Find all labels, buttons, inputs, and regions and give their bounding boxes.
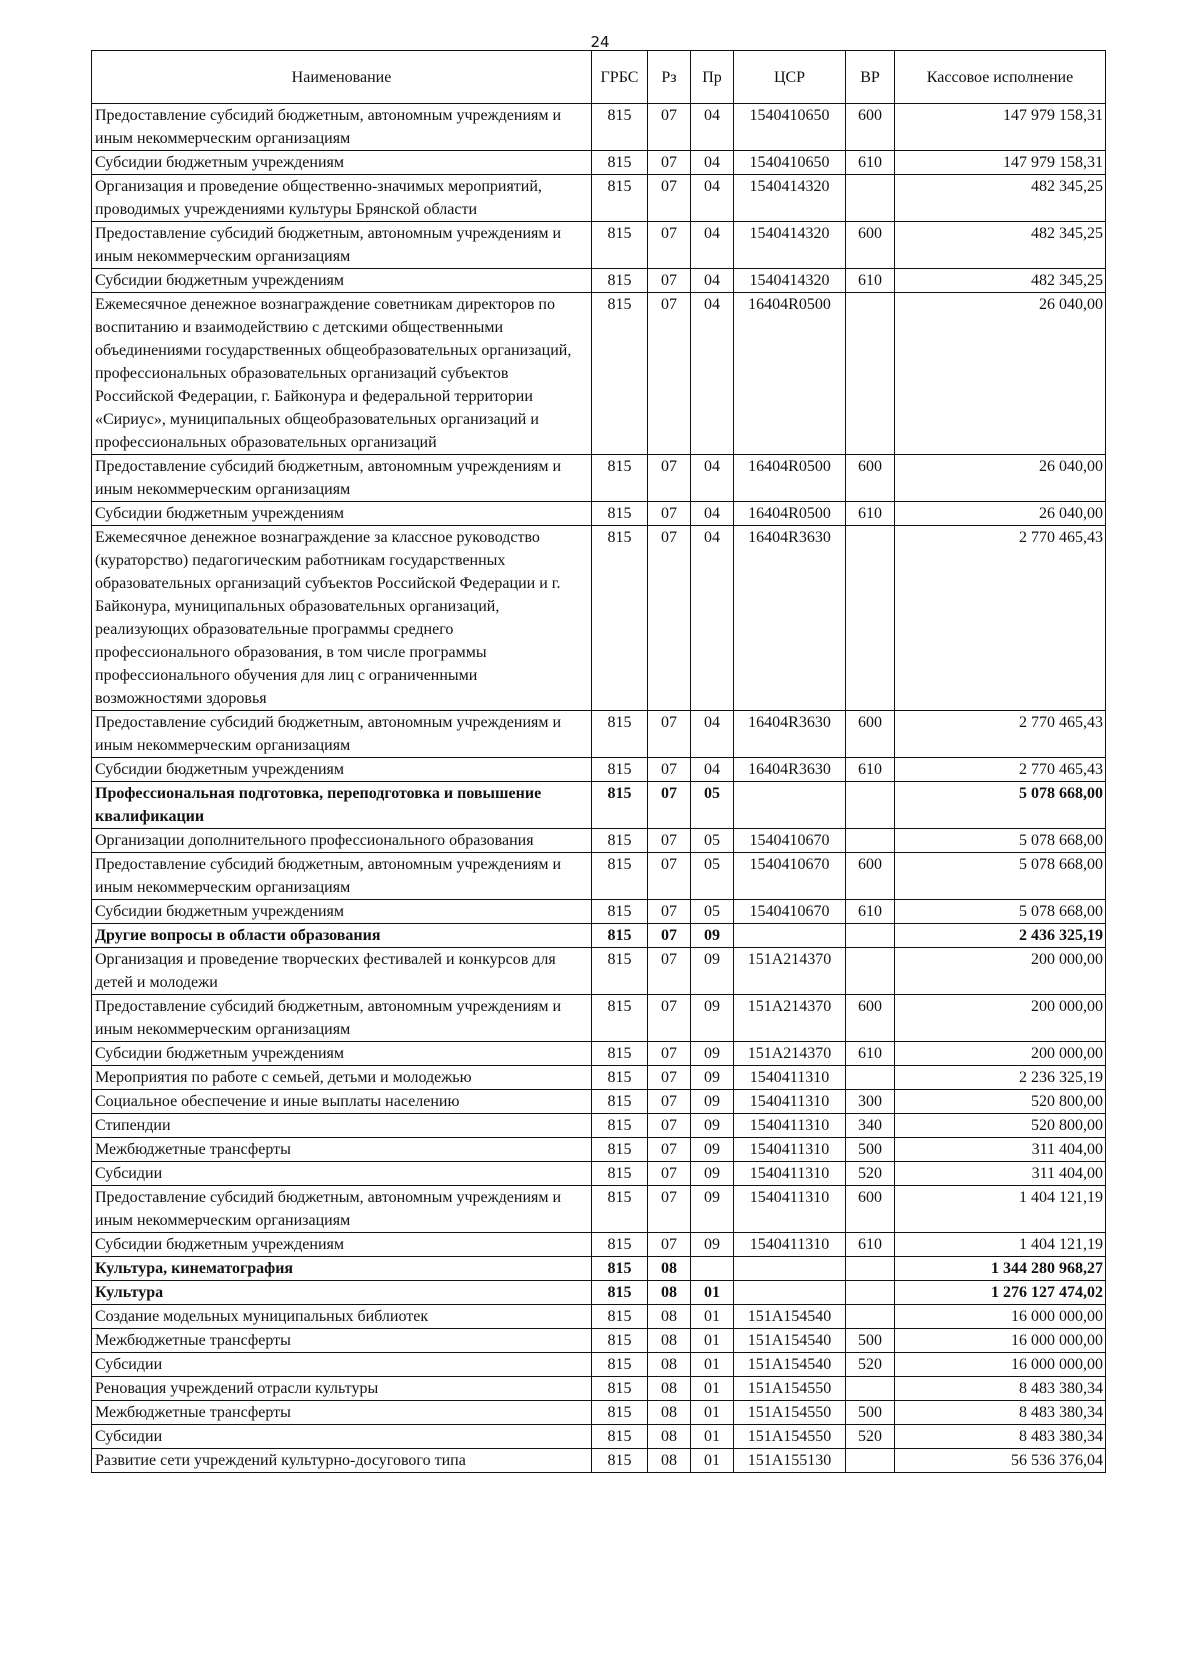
cell-grbs: 815 <box>592 829 648 853</box>
cell-amount: 56 536 376,04 <box>895 1449 1106 1473</box>
cell-amount: 5 078 668,00 <box>895 853 1106 900</box>
cell-amount: 2 770 465,43 <box>895 526 1106 711</box>
table-row <box>92 1186 1106 1233</box>
table-row <box>92 1162 1106 1186</box>
cell-amount: 26 040,00 <box>895 455 1106 502</box>
cell-csr: 151A154540 <box>734 1353 846 1377</box>
cell-pr: 04 <box>691 526 734 711</box>
cell-pr: 01 <box>691 1281 734 1305</box>
table-row <box>92 269 1106 293</box>
cell-pr: 09 <box>691 1090 734 1114</box>
table-row <box>92 924 1106 948</box>
cell-rz: 07 <box>648 1066 691 1090</box>
cell-amount: 26 040,00 <box>895 502 1106 526</box>
cell-csr: 16404R3630 <box>734 758 846 782</box>
cell-name: Предоставление субсидий бюджетным, автономным учреждениям и иным некоммерческим организациям <box>92 222 592 269</box>
cell-name: Субсидии бюджетным учреждениям <box>92 151 592 175</box>
cell-amount: 1 404 121,19 <box>895 1186 1106 1233</box>
cell-vr <box>846 829 895 853</box>
cell-name: Предоставление субсидий бюджетным, автономным учреждениям и иным некоммерческим организациям <box>92 853 592 900</box>
cell-rz: 07 <box>648 1042 691 1066</box>
cell-amount: 200 000,00 <box>895 948 1106 995</box>
cell-vr: 610 <box>846 758 895 782</box>
cell-vr <box>846 1257 895 1281</box>
table-row <box>92 104 1106 151</box>
cell-grbs: 815 <box>592 948 648 995</box>
cell-amount: 1 344 280 968,27 <box>895 1257 1106 1281</box>
cell-csr: 151A214370 <box>734 948 846 995</box>
cell-name: Ежемесячное денежное вознаграждение советникам директоров по воспитанию и взаимодействию с детскими общественными объединениями государственных общеобразовательных организаций, профессиональных образовательных организаций субъектов Российской Федерации, г. Байконура и федеральной территории «Сириус», муниципальных общеобразовательных организаций и профессиональных образовательных организаций <box>92 293 592 455</box>
cell-amount: 200 000,00 <box>895 1042 1106 1066</box>
cell-amount: 482 345,25 <box>895 222 1106 269</box>
cell-pr: 09 <box>691 1138 734 1162</box>
cell-name: Субсидии <box>92 1162 592 1186</box>
cell-name: Стипендии <box>92 1114 592 1138</box>
cell-csr: 16404R0500 <box>734 455 846 502</box>
header-rz: Рз <box>648 51 691 104</box>
cell-vr <box>846 293 895 455</box>
cell-vr: 610 <box>846 502 895 526</box>
cell-csr: 16404R3630 <box>734 526 846 711</box>
cell-grbs: 815 <box>592 1186 648 1233</box>
table-body <box>92 104 1106 1473</box>
cell-csr: 16404R0500 <box>734 502 846 526</box>
table-row <box>92 502 1106 526</box>
cell-pr: 04 <box>691 222 734 269</box>
cell-amount: 8 483 380,34 <box>895 1401 1106 1425</box>
table-row <box>92 293 1106 455</box>
cell-grbs: 815 <box>592 175 648 222</box>
cell-amount: 2 770 465,43 <box>895 711 1106 758</box>
cell-grbs: 815 <box>592 900 648 924</box>
cell-pr: 04 <box>691 175 734 222</box>
cell-name: Межбюджетные трансферты <box>92 1329 592 1353</box>
cell-grbs: 815 <box>592 1162 648 1186</box>
cell-csr: 1540410670 <box>734 900 846 924</box>
cell-vr: 610 <box>846 1233 895 1257</box>
cell-pr: 04 <box>691 104 734 151</box>
cell-rz: 08 <box>648 1425 691 1449</box>
cell-csr: 1540411310 <box>734 1138 846 1162</box>
cell-pr: 09 <box>691 1162 734 1186</box>
cell-name: Реновация учреждений отрасли культуры <box>92 1377 592 1401</box>
cell-grbs: 815 <box>592 1353 648 1377</box>
cell-name: Межбюджетные трансферты <box>92 1401 592 1425</box>
cell-pr: 04 <box>691 711 734 758</box>
cell-csr <box>734 782 846 829</box>
cell-amount: 2 770 465,43 <box>895 758 1106 782</box>
cell-name: Предоставление субсидий бюджетным, автономным учреждениям и иным некоммерческим организациям <box>92 711 592 758</box>
cell-pr: 09 <box>691 1066 734 1090</box>
cell-rz: 07 <box>648 502 691 526</box>
cell-vr: 600 <box>846 455 895 502</box>
cell-vr: 610 <box>846 269 895 293</box>
cell-rz: 07 <box>648 782 691 829</box>
table-row <box>92 758 1106 782</box>
table-row <box>92 1114 1106 1138</box>
table-row <box>92 526 1106 711</box>
cell-csr: 1540410650 <box>734 104 846 151</box>
cell-grbs: 815 <box>592 758 648 782</box>
budget-execution-table <box>91 50 1106 1473</box>
cell-rz: 07 <box>648 526 691 711</box>
cell-grbs: 815 <box>592 711 648 758</box>
cell-grbs: 815 <box>592 151 648 175</box>
cell-rz: 08 <box>648 1449 691 1473</box>
cell-pr: 05 <box>691 782 734 829</box>
cell-grbs: 815 <box>592 1042 648 1066</box>
table-row <box>92 853 1106 900</box>
cell-name: Организация и проведение творческих фестивалей и конкурсов для детей и молодежи <box>92 948 592 995</box>
cell-name: Предоставление субсидий бюджетным, автономным учреждениям и иным некоммерческим организациям <box>92 455 592 502</box>
cell-amount: 16 000 000,00 <box>895 1353 1106 1377</box>
cell-amount: 520 800,00 <box>895 1114 1106 1138</box>
cell-rz: 07 <box>648 1138 691 1162</box>
cell-amount: 1 276 127 474,02 <box>895 1281 1106 1305</box>
cell-rz: 08 <box>648 1401 691 1425</box>
cell-name: Межбюджетные трансферты <box>92 1138 592 1162</box>
cell-pr: 09 <box>691 995 734 1042</box>
cell-csr: 1540411310 <box>734 1162 846 1186</box>
cell-rz: 07 <box>648 829 691 853</box>
cell-name: Субсидии <box>92 1353 592 1377</box>
cell-pr: 05 <box>691 829 734 853</box>
cell-csr: 151A155130 <box>734 1449 846 1473</box>
cell-grbs: 815 <box>592 1329 648 1353</box>
cell-rz: 07 <box>648 222 691 269</box>
cell-vr <box>846 526 895 711</box>
cell-vr: 520 <box>846 1162 895 1186</box>
cell-rz: 07 <box>648 1162 691 1186</box>
cell-name: Организация и проведение общественно-значимых мероприятий, проводимых учреждениями культуры Брянской области <box>92 175 592 222</box>
table-row <box>92 1138 1106 1162</box>
cell-pr: 09 <box>691 1186 734 1233</box>
cell-rz: 07 <box>648 924 691 948</box>
cell-grbs: 815 <box>592 1066 648 1090</box>
table-row <box>92 1401 1106 1425</box>
cell-rz: 07 <box>648 948 691 995</box>
cell-csr <box>734 1257 846 1281</box>
cell-amount: 8 483 380,34 <box>895 1425 1106 1449</box>
cell-pr <box>691 1257 734 1281</box>
cell-name: Субсидии бюджетным учреждениям <box>92 1042 592 1066</box>
cell-csr: 151A154550 <box>734 1377 846 1401</box>
table-row <box>92 1281 1106 1305</box>
cell-vr: 600 <box>846 104 895 151</box>
cell-csr <box>734 1281 846 1305</box>
cell-name: Культура, кинематография <box>92 1257 592 1281</box>
cell-grbs: 815 <box>592 1401 648 1425</box>
table-row <box>92 1353 1106 1377</box>
cell-rz: 07 <box>648 711 691 758</box>
cell-vr <box>846 1305 895 1329</box>
cell-pr: 01 <box>691 1353 734 1377</box>
cell-name: Развитие сети учреждений культурно-досугового типа <box>92 1449 592 1473</box>
cell-pr: 09 <box>691 948 734 995</box>
cell-amount: 482 345,25 <box>895 175 1106 222</box>
table-row <box>92 222 1106 269</box>
cell-name: Мероприятия по работе с семьей, детьми и молодежью <box>92 1066 592 1090</box>
cell-vr <box>846 924 895 948</box>
cell-csr: 1540411310 <box>734 1233 846 1257</box>
cell-pr: 01 <box>691 1425 734 1449</box>
cell-name: Предоставление субсидий бюджетным, автономным учреждениям и иным некоммерческим организациям <box>92 104 592 151</box>
table-row <box>92 1377 1106 1401</box>
cell-grbs: 815 <box>592 1305 648 1329</box>
cell-vr: 300 <box>846 1090 895 1114</box>
cell-rz: 08 <box>648 1329 691 1353</box>
cell-amount: 311 404,00 <box>895 1162 1106 1186</box>
cell-name: Субсидии <box>92 1425 592 1449</box>
cell-amount: 311 404,00 <box>895 1138 1106 1162</box>
cell-rz: 07 <box>648 758 691 782</box>
table-row <box>92 948 1106 995</box>
table-row <box>92 1329 1106 1353</box>
cell-vr <box>846 1066 895 1090</box>
page-number: 24 <box>590 33 610 51</box>
cell-csr: 16404R0500 <box>734 293 846 455</box>
cell-rz: 07 <box>648 269 691 293</box>
cell-pr: 05 <box>691 900 734 924</box>
table-row <box>92 1066 1106 1090</box>
cell-rz: 07 <box>648 151 691 175</box>
cell-grbs: 815 <box>592 502 648 526</box>
cell-csr: 1540411310 <box>734 1114 846 1138</box>
cell-csr: 1540414320 <box>734 222 846 269</box>
cell-csr <box>734 924 846 948</box>
cell-grbs: 815 <box>592 1233 648 1257</box>
cell-vr: 610 <box>846 1042 895 1066</box>
cell-rz: 07 <box>648 995 691 1042</box>
cell-vr: 340 <box>846 1114 895 1138</box>
cell-grbs: 815 <box>592 455 648 502</box>
cell-name: Профессиональная подготовка, переподготовка и повышение квалификации <box>92 782 592 829</box>
table-row <box>92 829 1106 853</box>
cell-vr <box>846 1449 895 1473</box>
cell-pr: 01 <box>691 1449 734 1473</box>
table-row <box>92 1042 1106 1066</box>
table-row <box>92 711 1106 758</box>
cell-amount: 147 979 158,31 <box>895 104 1106 151</box>
table-row <box>92 1257 1106 1281</box>
cell-grbs: 815 <box>592 995 648 1042</box>
cell-vr: 600 <box>846 853 895 900</box>
cell-vr: 520 <box>846 1425 895 1449</box>
cell-vr: 610 <box>846 900 895 924</box>
cell-csr: 151A154550 <box>734 1425 846 1449</box>
header-amount: Кассовое исполнение <box>895 51 1106 104</box>
cell-vr: 600 <box>846 222 895 269</box>
cell-vr: 600 <box>846 995 895 1042</box>
cell-amount: 147 979 158,31 <box>895 151 1106 175</box>
cell-amount: 5 078 668,00 <box>895 900 1106 924</box>
cell-amount: 26 040,00 <box>895 293 1106 455</box>
cell-grbs: 815 <box>592 1114 648 1138</box>
cell-csr: 16404R3630 <box>734 711 846 758</box>
table-row <box>92 175 1106 222</box>
cell-csr: 151A154540 <box>734 1305 846 1329</box>
cell-rz: 08 <box>648 1257 691 1281</box>
cell-csr: 151A214370 <box>734 1042 846 1066</box>
cell-amount: 16 000 000,00 <box>895 1305 1106 1329</box>
cell-pr: 09 <box>691 1233 734 1257</box>
cell-name: Субсидии бюджетным учреждениям <box>92 502 592 526</box>
cell-rz: 08 <box>648 1353 691 1377</box>
table-row <box>92 900 1106 924</box>
cell-name: Другие вопросы в области образования <box>92 924 592 948</box>
cell-name: Субсидии бюджетным учреждениям <box>92 269 592 293</box>
table-row <box>92 151 1106 175</box>
cell-grbs: 815 <box>592 1257 648 1281</box>
cell-pr: 09 <box>691 924 734 948</box>
cell-grbs: 815 <box>592 1281 648 1305</box>
cell-csr: 151A214370 <box>734 995 846 1042</box>
cell-grbs: 815 <box>592 1090 648 1114</box>
cell-grbs: 815 <box>592 104 648 151</box>
cell-vr <box>846 1281 895 1305</box>
cell-grbs: 815 <box>592 293 648 455</box>
cell-name: Социальное обеспечение и иные выплаты населению <box>92 1090 592 1114</box>
table-row <box>92 455 1106 502</box>
cell-pr: 04 <box>691 502 734 526</box>
table-row <box>92 1090 1106 1114</box>
table-row <box>92 1305 1106 1329</box>
cell-name: Организации дополнительного профессионального образования <box>92 829 592 853</box>
cell-name: Субсидии бюджетным учреждениям <box>92 758 592 782</box>
cell-csr: 1540410650 <box>734 151 846 175</box>
header-vr: ВР <box>846 51 895 104</box>
header-csr: ЦСР <box>734 51 846 104</box>
cell-pr: 04 <box>691 455 734 502</box>
cell-name: Создание модельных муниципальных библиотек <box>92 1305 592 1329</box>
cell-rz: 07 <box>648 1114 691 1138</box>
cell-vr <box>846 782 895 829</box>
cell-vr: 500 <box>846 1401 895 1425</box>
cell-grbs: 815 <box>592 853 648 900</box>
cell-amount: 8 483 380,34 <box>895 1377 1106 1401</box>
cell-rz: 07 <box>648 1186 691 1233</box>
cell-csr: 1540411310 <box>734 1186 846 1233</box>
table-row <box>92 782 1106 829</box>
cell-vr: 500 <box>846 1329 895 1353</box>
cell-vr: 500 <box>846 1138 895 1162</box>
cell-rz: 07 <box>648 293 691 455</box>
cell-rz: 07 <box>648 175 691 222</box>
cell-csr: 151A154540 <box>734 1329 846 1353</box>
cell-rz: 07 <box>648 455 691 502</box>
table-row <box>92 995 1106 1042</box>
table-row <box>92 1449 1106 1473</box>
cell-vr: 600 <box>846 711 895 758</box>
cell-name: Ежемесячное денежное вознаграждение за классное руководство (кураторство) педагогическим работникам государственных образовательных организаций субъектов Российской Федерации и г. Байконура, муниципальных образовательных организаций, реализующих образовательные программы среднего профессионального образования, в том числе программы профессионального обучения для лиц с ограниченными возможностями здоровья <box>92 526 592 711</box>
cell-grbs: 815 <box>592 782 648 829</box>
cell-pr: 01 <box>691 1401 734 1425</box>
header-grbs: ГРБС <box>592 51 648 104</box>
cell-pr: 04 <box>691 269 734 293</box>
cell-amount: 520 800,00 <box>895 1090 1106 1114</box>
cell-pr: 04 <box>691 151 734 175</box>
cell-csr: 151A154550 <box>734 1401 846 1425</box>
cell-pr: 04 <box>691 293 734 455</box>
cell-grbs: 815 <box>592 1138 648 1162</box>
table-row <box>92 1233 1106 1257</box>
header-name: Наименование <box>92 51 592 104</box>
cell-rz: 07 <box>648 1233 691 1257</box>
cell-amount: 200 000,00 <box>895 995 1106 1042</box>
cell-amount: 1 404 121,19 <box>895 1233 1106 1257</box>
cell-csr: 1540411310 <box>734 1066 846 1090</box>
cell-csr: 1540410670 <box>734 853 846 900</box>
cell-amount: 2 236 325,19 <box>895 1066 1106 1090</box>
cell-rz: 08 <box>648 1281 691 1305</box>
cell-vr: 610 <box>846 151 895 175</box>
table-row <box>92 1425 1106 1449</box>
cell-rz: 08 <box>648 1377 691 1401</box>
cell-grbs: 815 <box>592 222 648 269</box>
cell-amount: 5 078 668,00 <box>895 829 1106 853</box>
cell-rz: 07 <box>648 104 691 151</box>
cell-name: Культура <box>92 1281 592 1305</box>
cell-rz: 07 <box>648 1090 691 1114</box>
cell-csr: 1540411310 <box>734 1090 846 1114</box>
cell-pr: 01 <box>691 1329 734 1353</box>
header-pr: Пр <box>691 51 734 104</box>
cell-grbs: 815 <box>592 924 648 948</box>
cell-pr: 05 <box>691 853 734 900</box>
cell-csr: 1540414320 <box>734 269 846 293</box>
cell-vr: 520 <box>846 1353 895 1377</box>
cell-csr: 1540414320 <box>734 175 846 222</box>
cell-grbs: 815 <box>592 269 648 293</box>
cell-vr: 600 <box>846 1186 895 1233</box>
cell-name: Предоставление субсидий бюджетным, автономным учреждениям и иным некоммерческим организациям <box>92 995 592 1042</box>
cell-amount: 16 000 000,00 <box>895 1329 1106 1353</box>
cell-rz: 07 <box>648 853 691 900</box>
cell-grbs: 815 <box>592 526 648 711</box>
cell-vr <box>846 175 895 222</box>
cell-amount: 5 078 668,00 <box>895 782 1106 829</box>
cell-csr: 1540410670 <box>734 829 846 853</box>
cell-pr: 01 <box>691 1377 734 1401</box>
header-row <box>92 51 1106 104</box>
cell-pr: 01 <box>691 1305 734 1329</box>
cell-rz: 08 <box>648 1305 691 1329</box>
cell-pr: 09 <box>691 1042 734 1066</box>
cell-pr: 04 <box>691 758 734 782</box>
cell-grbs: 815 <box>592 1425 648 1449</box>
cell-rz: 07 <box>648 900 691 924</box>
cell-name: Субсидии бюджетным учреждениям <box>92 900 592 924</box>
cell-name: Субсидии бюджетным учреждениям <box>92 1233 592 1257</box>
cell-vr <box>846 948 895 995</box>
cell-pr: 09 <box>691 1114 734 1138</box>
cell-name: Предоставление субсидий бюджетным, автономным учреждениям и иным некоммерческим организациям <box>92 1186 592 1233</box>
cell-amount: 2 436 325,19 <box>895 924 1106 948</box>
cell-vr <box>846 1377 895 1401</box>
table-header <box>92 51 1106 104</box>
cell-amount: 482 345,25 <box>895 269 1106 293</box>
cell-grbs: 815 <box>592 1449 648 1473</box>
cell-grbs: 815 <box>592 1377 648 1401</box>
